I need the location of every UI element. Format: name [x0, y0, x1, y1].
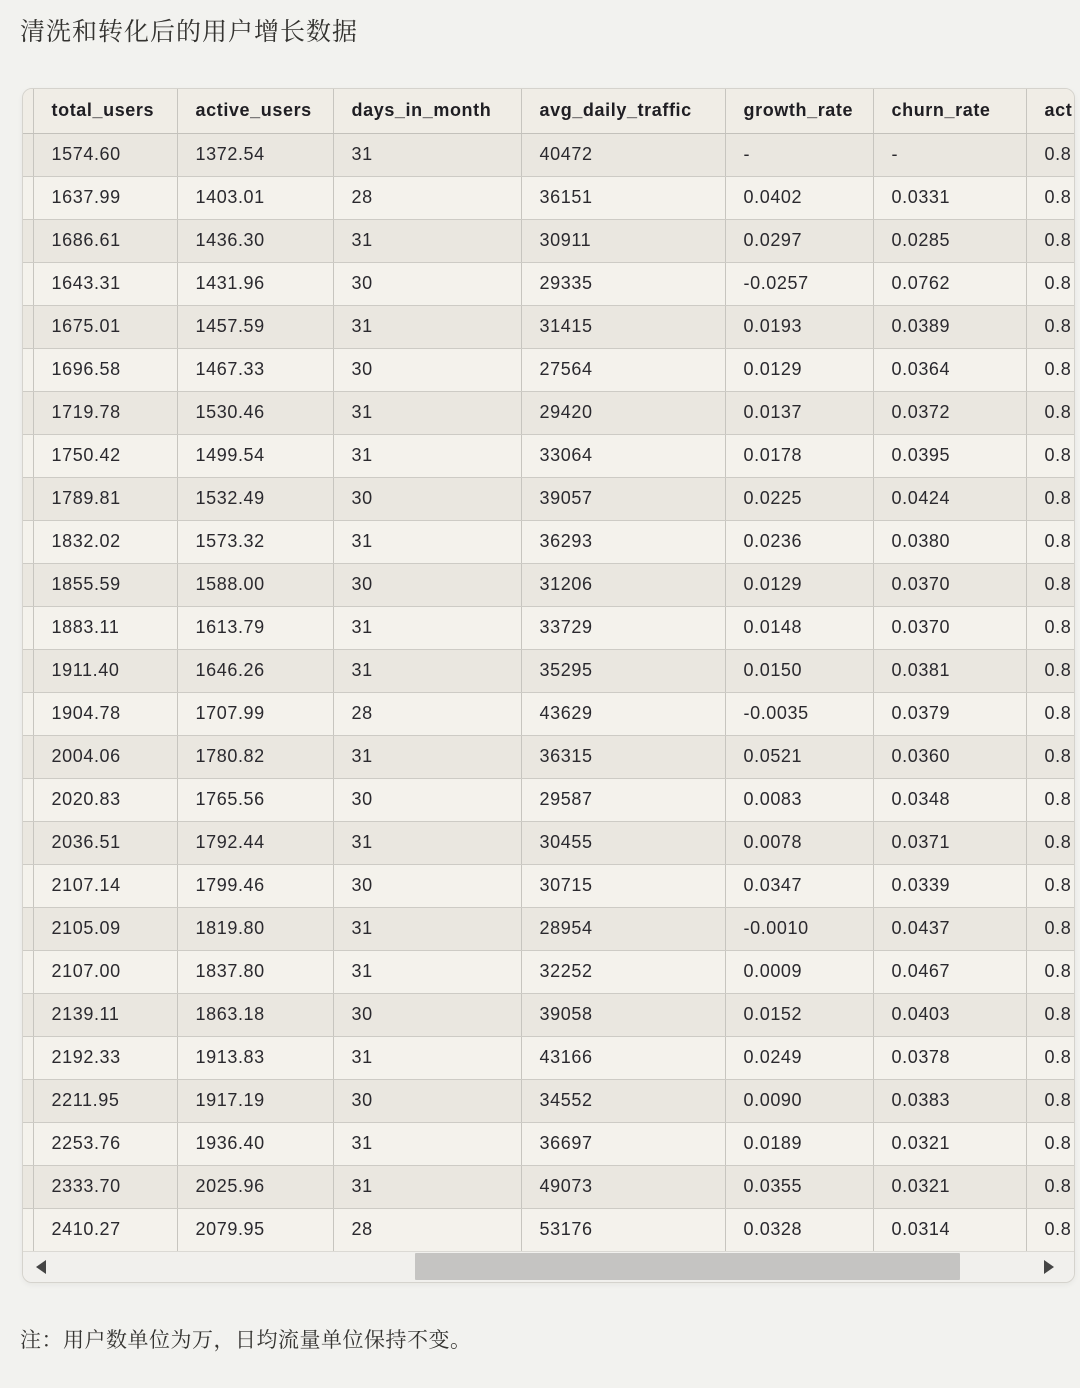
table-cell-active_users: 1530.46	[177, 391, 333, 434]
table-cell-avg_daily_traffic: 29587	[521, 778, 725, 821]
table-cell-active_users: 1913.83	[177, 1036, 333, 1079]
table-cell-days_in_month: 31	[333, 305, 521, 348]
table-cell-growth_rate: -0.0010	[725, 907, 873, 950]
table-cell-avg_daily_traffic: 43629	[521, 692, 725, 735]
table-row	[23, 692, 1074, 735]
table-cell-clipped	[23, 563, 33, 606]
table-cell-churn_rate: -	[873, 133, 1026, 176]
table-cell-act: 0.8	[1026, 391, 1074, 434]
scrollbar-thumb[interactable]	[415, 1253, 960, 1280]
table-cell-growth_rate: 0.0152	[725, 993, 873, 1036]
table-cell-avg_daily_traffic: 32252	[521, 950, 725, 993]
table-cell-total_users: 2211.95	[33, 1079, 177, 1122]
table-cell-active_users: 1467.33	[177, 348, 333, 391]
table-cell-churn_rate: 0.0383	[873, 1079, 1026, 1122]
table-cell-total_users: 1855.59	[33, 563, 177, 606]
table-cell-churn_rate: 0.0403	[873, 993, 1026, 1036]
table-cell-days_in_month: 30	[333, 993, 521, 1036]
table-cell-act: 0.8	[1026, 305, 1074, 348]
table-cell-clipped	[23, 864, 33, 907]
table-cell-avg_daily_traffic: 36697	[521, 1122, 725, 1165]
table-row	[23, 606, 1074, 649]
table-cell-clipped	[23, 1165, 33, 1208]
table-cell-days_in_month: 28	[333, 176, 521, 219]
table-cell-churn_rate: 0.0321	[873, 1165, 1026, 1208]
table-cell-total_users: 1904.78	[33, 692, 177, 735]
table-row	[23, 821, 1074, 864]
table-cell-growth_rate: 0.0009	[725, 950, 873, 993]
table-cell-act: 0.8	[1026, 133, 1074, 176]
table-cell-act: 0.8	[1026, 950, 1074, 993]
table-cell-avg_daily_traffic: 30455	[521, 821, 725, 864]
table-cell-days_in_month: 31	[333, 649, 521, 692]
table-cell-churn_rate: 0.0339	[873, 864, 1026, 907]
table-cell-avg_daily_traffic: 30911	[521, 219, 725, 262]
table-cell-active_users: 1765.56	[177, 778, 333, 821]
table-cell-days_in_month: 31	[333, 133, 521, 176]
table-cell-churn_rate: 0.0348	[873, 778, 1026, 821]
table-cell-act: 0.8	[1026, 262, 1074, 305]
table-cell-total_users: 1719.78	[33, 391, 177, 434]
table-cell-active_users: 1436.30	[177, 219, 333, 262]
table-cell-avg_daily_traffic: 27564	[521, 348, 725, 391]
table-row	[23, 1122, 1074, 1165]
table-cell-days_in_month: 28	[333, 692, 521, 735]
table-cell-total_users: 1750.42	[33, 434, 177, 477]
table-cell-total_users: 1696.58	[33, 348, 177, 391]
table-cell-clipped	[23, 1208, 33, 1251]
table-cell-active_users: 1792.44	[177, 821, 333, 864]
table-cell-days_in_month: 30	[333, 477, 521, 520]
table-cell-avg_daily_traffic: 49073	[521, 1165, 725, 1208]
table-cell-act: 0.8	[1026, 993, 1074, 1036]
table-row	[23, 520, 1074, 563]
table-cell-clipped	[23, 1079, 33, 1122]
table-cell-active_users: 1532.49	[177, 477, 333, 520]
page-title: 清洗和转化后的用户增长数据	[20, 19, 359, 46]
table-cell-avg_daily_traffic: 36151	[521, 176, 725, 219]
table-cell-total_users: 1686.61	[33, 219, 177, 262]
table-cell-clipped	[23, 606, 33, 649]
table-cell-avg_daily_traffic: 40472	[521, 133, 725, 176]
table-cell-active_users: 1646.26	[177, 649, 333, 692]
table-cell-days_in_month: 31	[333, 520, 521, 563]
table-cell-growth_rate: 0.0150	[725, 649, 873, 692]
table-cell-growth_rate: 0.0189	[725, 1122, 873, 1165]
table-cell-clipped	[23, 477, 33, 520]
table-cell-avg_daily_traffic: 35295	[521, 649, 725, 692]
table-row	[23, 864, 1074, 907]
table-cell-churn_rate: 0.0331	[873, 176, 1026, 219]
table-cell-avg_daily_traffic: 33064	[521, 434, 725, 477]
table-cell-clipped	[23, 520, 33, 563]
table-cell-growth_rate: 0.0193	[725, 305, 873, 348]
table-cell-days_in_month: 28	[333, 1208, 521, 1251]
table-cell-churn_rate: 0.0381	[873, 649, 1026, 692]
horizontal-scrollbar[interactable]	[23, 1251, 1074, 1282]
table-cell-clipped	[23, 434, 33, 477]
table-row	[23, 778, 1074, 821]
table-cell-growth_rate: 0.0129	[725, 348, 873, 391]
table-cell-growth_rate: -0.0035	[725, 692, 873, 735]
table-cell-clipped	[23, 348, 33, 391]
table-cell-act: 0.8	[1026, 1208, 1074, 1251]
table-cell-total_users: 1789.81	[33, 477, 177, 520]
column-header-active_users[interactable]: active_users	[177, 89, 333, 133]
table-cell-growth_rate: 0.0236	[725, 520, 873, 563]
table-cell-growth_rate: 0.0090	[725, 1079, 873, 1122]
table-cell-avg_daily_traffic: 36315	[521, 735, 725, 778]
table-row	[23, 1208, 1074, 1251]
table-row	[23, 133, 1074, 176]
table-cell-clipped	[23, 821, 33, 864]
table-cell-days_in_month: 31	[333, 1122, 521, 1165]
table-cell-total_users: 2105.09	[33, 907, 177, 950]
table-cell-active_users: 1499.54	[177, 434, 333, 477]
table-cell-growth_rate: -	[725, 133, 873, 176]
table-cell-days_in_month: 30	[333, 262, 521, 305]
table-cell-growth_rate: 0.0137	[725, 391, 873, 434]
table-cell-act: 0.8	[1026, 692, 1074, 735]
table-row	[23, 434, 1074, 477]
table-cell-total_users: 2253.76	[33, 1122, 177, 1165]
table-cell-churn_rate: 0.0380	[873, 520, 1026, 563]
table-cell-total_users: 1574.60	[33, 133, 177, 176]
table-row	[23, 305, 1074, 348]
table-cell-clipped	[23, 133, 33, 176]
table-cell-churn_rate: 0.0314	[873, 1208, 1026, 1251]
table-row	[23, 219, 1074, 262]
table-cell-days_in_month: 31	[333, 1036, 521, 1079]
table-cell-act: 0.8	[1026, 735, 1074, 778]
table-cell-clipped	[23, 1122, 33, 1165]
table-cell-total_users: 2107.00	[33, 950, 177, 993]
table-cell-growth_rate: 0.0249	[725, 1036, 873, 1079]
table-cell-avg_daily_traffic: 31206	[521, 563, 725, 606]
table-cell-active_users: 1588.00	[177, 563, 333, 606]
table-cell-growth_rate: 0.0078	[725, 821, 873, 864]
table-cell-clipped	[23, 305, 33, 348]
table-row	[23, 563, 1074, 606]
table-cell-avg_daily_traffic: 39058	[521, 993, 725, 1036]
table-cell-clipped	[23, 649, 33, 692]
column-header-growth_rate[interactable]: growth_rate	[725, 89, 873, 133]
table-cell-active_users: 2025.96	[177, 1165, 333, 1208]
table-cell-act: 0.8	[1026, 477, 1074, 520]
table-cell-days_in_month: 31	[333, 391, 521, 434]
table-cell-days_in_month: 30	[333, 348, 521, 391]
table-cell-act: 0.8	[1026, 778, 1074, 821]
table-cell-growth_rate: 0.0148	[725, 606, 873, 649]
table-cell-act: 0.8	[1026, 348, 1074, 391]
table-cell-growth_rate: 0.0083	[725, 778, 873, 821]
table-cell-days_in_month: 31	[333, 907, 521, 950]
table-cell-growth_rate: 0.0178	[725, 434, 873, 477]
table-cell-total_users: 2107.14	[33, 864, 177, 907]
table-cell-active_users: 1457.59	[177, 305, 333, 348]
table-cell-clipped	[23, 391, 33, 434]
header-cell-clipped	[23, 89, 33, 133]
table-cell-act: 0.8	[1026, 606, 1074, 649]
table-cell-churn_rate: 0.0467	[873, 950, 1026, 993]
table-cell-days_in_month: 31	[333, 735, 521, 778]
table-cell-avg_daily_traffic: 36293	[521, 520, 725, 563]
table-cell-total_users: 2192.33	[33, 1036, 177, 1079]
table-cell-growth_rate: 0.0347	[725, 864, 873, 907]
table-row	[23, 735, 1074, 778]
table-cell-clipped	[23, 692, 33, 735]
table-cell-active_users: 1936.40	[177, 1122, 333, 1165]
table-cell-clipped	[23, 778, 33, 821]
table-cell-active_users: 1799.46	[177, 864, 333, 907]
table-cell-total_users: 2410.27	[33, 1208, 177, 1251]
table-cell-churn_rate: 0.0395	[873, 434, 1026, 477]
table-cell-total_users: 2004.06	[33, 735, 177, 778]
table-cell-avg_daily_traffic: 28954	[521, 907, 725, 950]
table-cell-clipped	[23, 950, 33, 993]
table-cell-days_in_month: 31	[333, 606, 521, 649]
table-row	[23, 1079, 1074, 1122]
footnote: 注：用户数单位为万，日均流量单位保持不变。	[20, 1328, 472, 1352]
table-cell-clipped	[23, 219, 33, 262]
table-cell-growth_rate: 0.0225	[725, 477, 873, 520]
table-cell-act: 0.8	[1026, 907, 1074, 950]
table-cell-active_users: 1431.96	[177, 262, 333, 305]
table-cell-growth_rate: 0.0129	[725, 563, 873, 606]
table-cell-active_users: 1780.82	[177, 735, 333, 778]
table-cell-act: 0.8	[1026, 1036, 1074, 1079]
table-cell-churn_rate: 0.0364	[873, 348, 1026, 391]
table-cell-avg_daily_traffic: 31415	[521, 305, 725, 348]
table-cell-total_users: 2333.70	[33, 1165, 177, 1208]
table-cell-churn_rate: 0.0378	[873, 1036, 1026, 1079]
table-cell-act: 0.8	[1026, 649, 1074, 692]
table-cell-active_users: 1372.54	[177, 133, 333, 176]
table-cell-churn_rate: 0.0762	[873, 262, 1026, 305]
table-cell-growth_rate: 0.0355	[725, 1165, 873, 1208]
table-cell-clipped	[23, 1036, 33, 1079]
table-cell-act: 0.8	[1026, 1079, 1074, 1122]
table-cell-avg_daily_traffic: 53176	[521, 1208, 725, 1251]
column-header-days_in_month[interactable]: days_in_month	[333, 89, 521, 133]
table-cell-active_users: 1573.32	[177, 520, 333, 563]
table-cell-avg_daily_traffic: 33729	[521, 606, 725, 649]
table-cell-growth_rate: 0.0328	[725, 1208, 873, 1251]
table-cell-avg_daily_traffic: 43166	[521, 1036, 725, 1079]
table-cell-days_in_month: 30	[333, 778, 521, 821]
table-cell-churn_rate: 0.0372	[873, 391, 1026, 434]
table-cell-avg_daily_traffic: 29420	[521, 391, 725, 434]
table-cell-act: 0.8	[1026, 821, 1074, 864]
table-cell-act: 0.8	[1026, 434, 1074, 477]
table-cell-total_users: 1675.01	[33, 305, 177, 348]
table-cell-churn_rate: 0.0371	[873, 821, 1026, 864]
table-row	[23, 907, 1074, 950]
table-cell-clipped	[23, 735, 33, 778]
table-cell-churn_rate: 0.0360	[873, 735, 1026, 778]
table-row	[23, 348, 1074, 391]
table-cell-avg_daily_traffic: 29335	[521, 262, 725, 305]
table-cell-growth_rate: 0.0402	[725, 176, 873, 219]
table-cell-act: 0.8	[1026, 563, 1074, 606]
table-cell-churn_rate: 0.0370	[873, 563, 1026, 606]
table-cell-active_users: 1613.79	[177, 606, 333, 649]
table-cell-active_users: 2079.95	[177, 1208, 333, 1251]
table-row	[23, 262, 1074, 305]
table-cell-days_in_month: 30	[333, 1079, 521, 1122]
table-cell-act: 0.8	[1026, 1165, 1074, 1208]
dataframe-card	[22, 88, 1075, 1283]
table-cell-days_in_month: 31	[333, 950, 521, 993]
table-row	[23, 176, 1074, 219]
table-cell-days_in_month: 31	[333, 219, 521, 262]
table-row	[23, 391, 1074, 434]
table-cell-active_users: 1917.19	[177, 1079, 333, 1122]
table-cell-avg_daily_traffic: 30715	[521, 864, 725, 907]
table-cell-active_users: 1707.99	[177, 692, 333, 735]
table-cell-active_users: 1819.80	[177, 907, 333, 950]
table-cell-act: 0.8	[1026, 219, 1074, 262]
column-header-churn_rate[interactable]: churn_rate	[873, 89, 1026, 133]
table-cell-clipped	[23, 176, 33, 219]
column-header-total_users[interactable]: total_users	[33, 89, 177, 133]
table-cell-days_in_month: 30	[333, 563, 521, 606]
table-cell-total_users: 2139.11	[33, 993, 177, 1036]
table-cell-churn_rate: 0.0389	[873, 305, 1026, 348]
table-cell-total_users: 1883.11	[33, 606, 177, 649]
table-cell-total_users: 1643.31	[33, 262, 177, 305]
table-cell-churn_rate: 0.0424	[873, 477, 1026, 520]
table-cell-churn_rate: 0.0321	[873, 1122, 1026, 1165]
data-table	[23, 89, 1074, 1251]
table-cell-churn_rate: 0.0379	[873, 692, 1026, 735]
table-cell-active_users: 1863.18	[177, 993, 333, 1036]
table-cell-total_users: 1832.02	[33, 520, 177, 563]
table-cell-clipped	[23, 993, 33, 1036]
table-cell-total_users: 2036.51	[33, 821, 177, 864]
table-cell-act: 0.8	[1026, 176, 1074, 219]
table-row	[23, 649, 1074, 692]
table-cell-days_in_month: 31	[333, 1165, 521, 1208]
table-cell-active_users: 1403.01	[177, 176, 333, 219]
table-row	[23, 1165, 1074, 1208]
table-cell-avg_daily_traffic: 39057	[521, 477, 725, 520]
table-cell-total_users: 1911.40	[33, 649, 177, 692]
header-row	[23, 89, 1074, 133]
table-cell-growth_rate: 0.0521	[725, 735, 873, 778]
scroll-right-arrow-icon[interactable]	[1044, 1260, 1054, 1274]
table-cell-days_in_month: 30	[333, 864, 521, 907]
table-row	[23, 1036, 1074, 1079]
table-row	[23, 993, 1074, 1036]
table-cell-act: 0.8	[1026, 1122, 1074, 1165]
table-cell-churn_rate: 0.0370	[873, 606, 1026, 649]
table-cell-churn_rate: 0.0437	[873, 907, 1026, 950]
table-row	[23, 477, 1074, 520]
table-cell-clipped	[23, 907, 33, 950]
table-row	[23, 950, 1074, 993]
table-cell-act: 0.8	[1026, 520, 1074, 563]
table-cell-active_users: 1837.80	[177, 950, 333, 993]
table-scroll-area[interactable]	[23, 89, 1074, 1251]
column-header-avg_daily_traffic[interactable]: avg_daily_traffic	[521, 89, 725, 133]
scroll-left-arrow-icon[interactable]	[36, 1260, 46, 1274]
table-cell-churn_rate: 0.0285	[873, 219, 1026, 262]
table-cell-growth_rate: -0.0257	[725, 262, 873, 305]
table-cell-avg_daily_traffic: 34552	[521, 1079, 725, 1122]
table-cell-total_users: 1637.99	[33, 176, 177, 219]
table-cell-clipped	[23, 262, 33, 305]
table-cell-total_users: 2020.83	[33, 778, 177, 821]
column-header-act[interactable]: act	[1026, 89, 1074, 133]
table-cell-days_in_month: 31	[333, 434, 521, 477]
table-cell-act: 0.8	[1026, 864, 1074, 907]
table-cell-growth_rate: 0.0297	[725, 219, 873, 262]
table-cell-days_in_month: 31	[333, 821, 521, 864]
